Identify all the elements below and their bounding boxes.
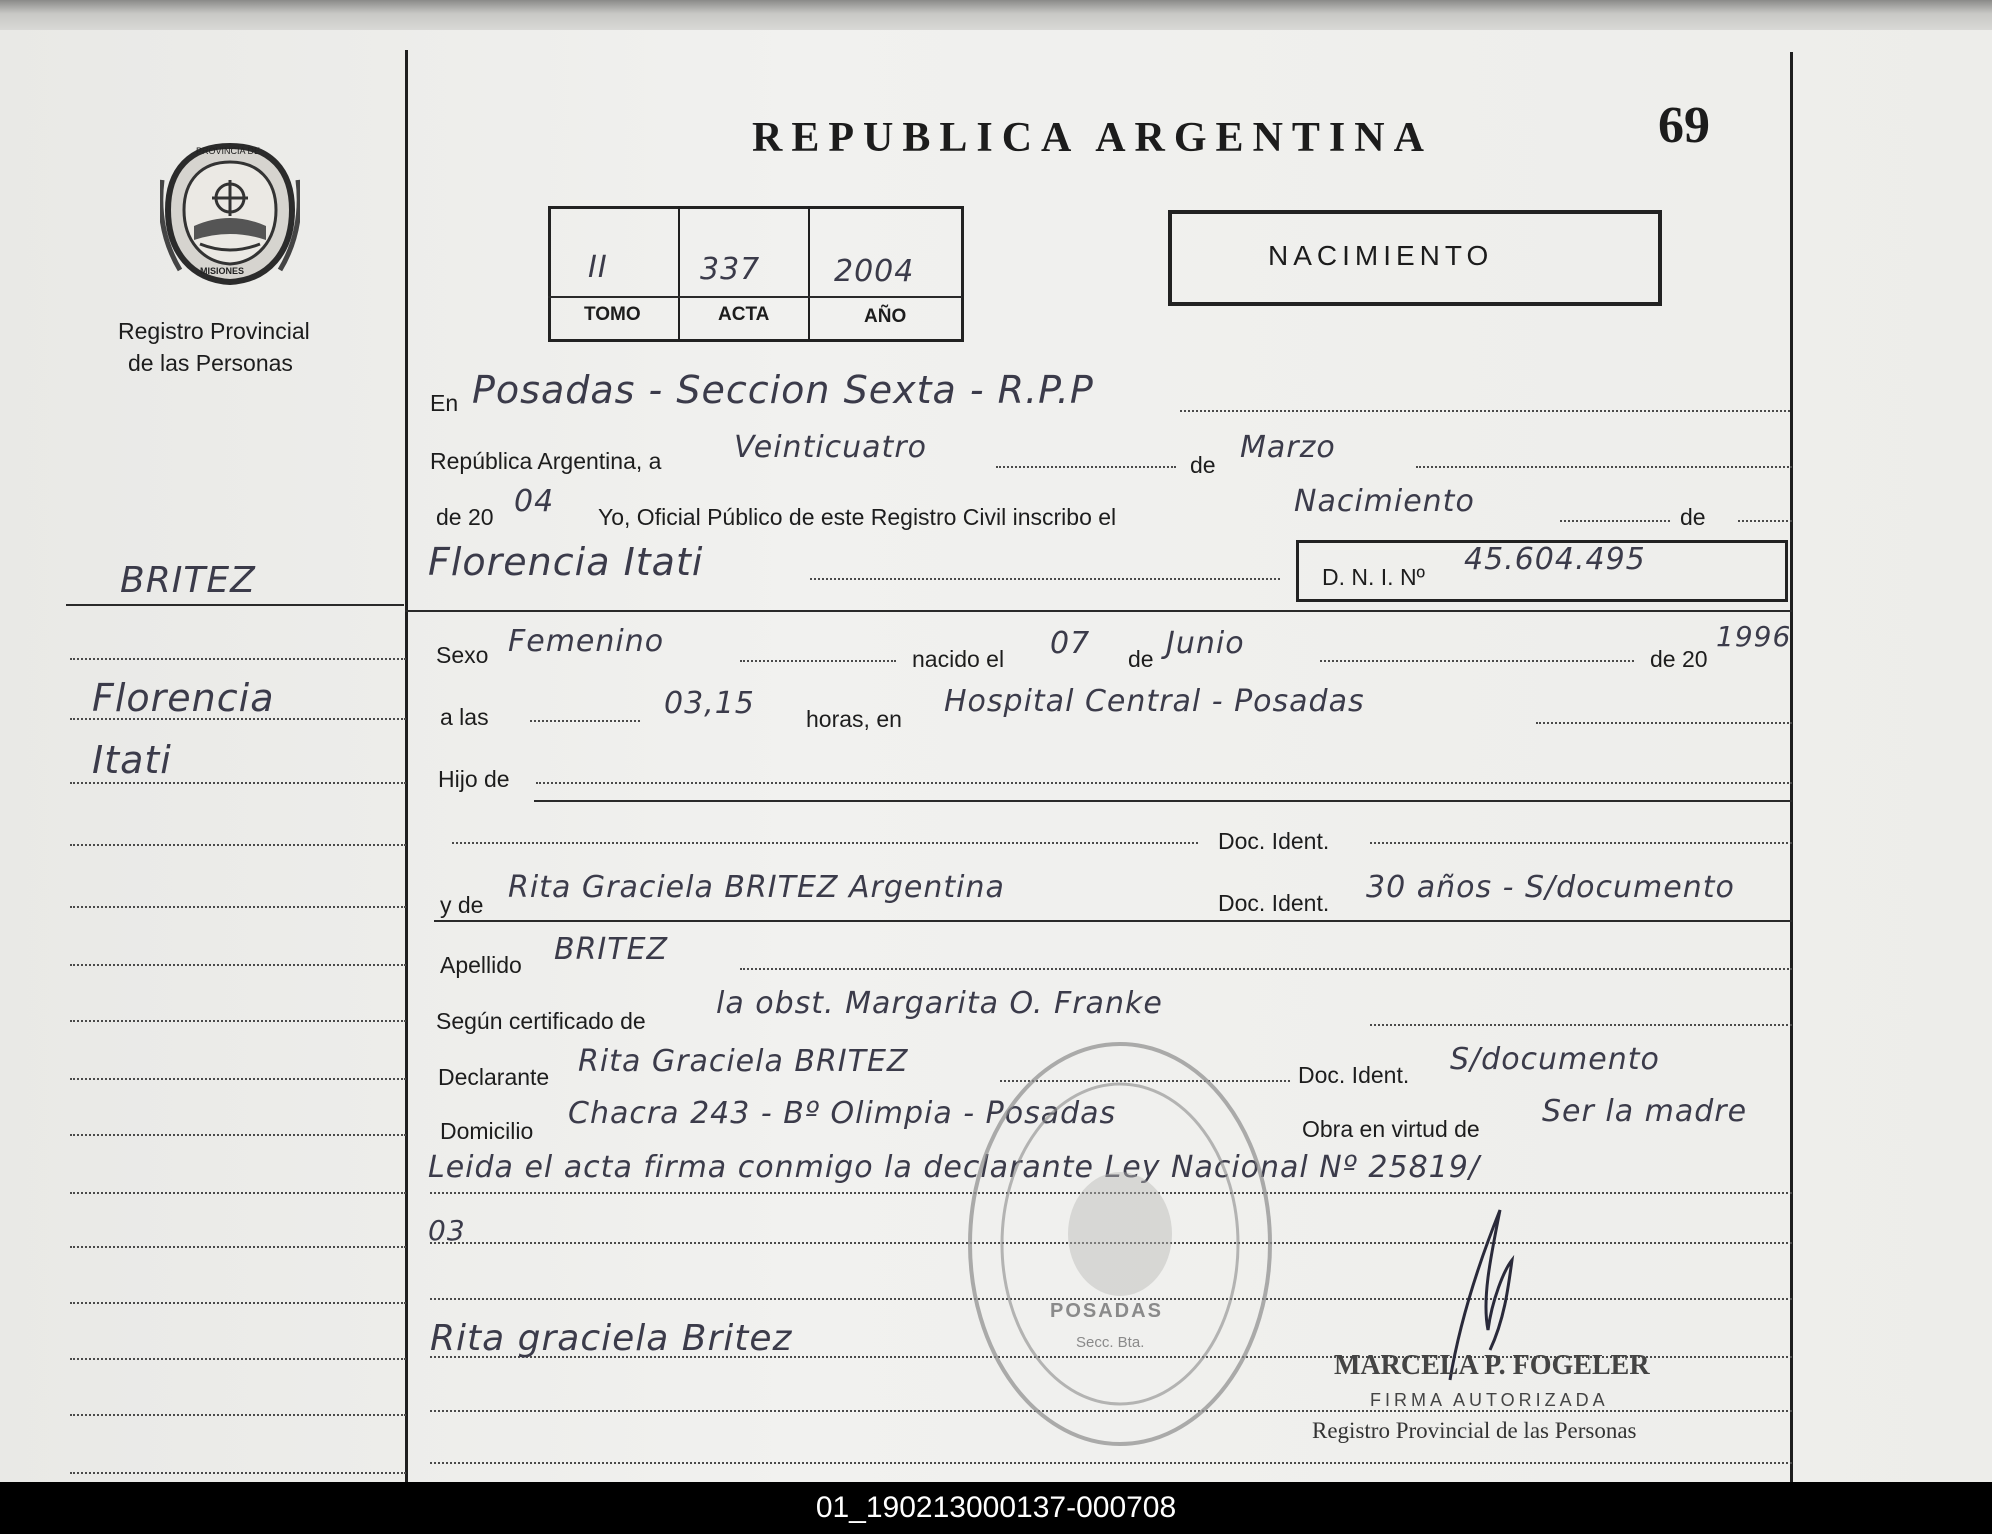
registry-name-line1: Registro Provincial (118, 318, 310, 344)
margin-dotted-line (70, 1192, 406, 1194)
anio-value: 2004 (834, 254, 915, 289)
anio-label: AÑO (864, 306, 907, 327)
form-rule (434, 920, 1792, 922)
republica-label: República Argentina, a (430, 448, 662, 474)
form-dotted-line (1370, 842, 1792, 844)
margin-dotted-line (70, 1358, 406, 1360)
record-divider (808, 206, 810, 340)
page-title: REPUBLICA ARGENTINA (752, 115, 1433, 161)
record-rule (548, 296, 962, 298)
dni-value: 45.604.495 (1464, 542, 1646, 577)
hour-value: 03,15 (664, 686, 755, 721)
en-label: En (430, 390, 459, 416)
horas-label: horas, en (806, 706, 902, 732)
left-frame-line (405, 50, 408, 1482)
de20-label-2: de 20 (1650, 646, 1708, 672)
oficial-label: Yo, Oficial Público de este Registro Civil inscribo el (598, 504, 1117, 530)
stamp-sub: Secc. Bta. (1076, 1334, 1145, 1351)
inscribo-value: Nacimiento (1294, 484, 1475, 519)
page-edge (0, 0, 1992, 34)
yde-label: y de (440, 892, 484, 918)
form-dotted-line (810, 578, 1280, 580)
form-dotted-line (1180, 410, 1790, 412)
form-dotted-line (1416, 466, 1792, 468)
birth-year: 1996 (1716, 620, 1792, 653)
mother-doc-value: 30 años - S/documento (1366, 870, 1735, 905)
de-label-3: de (1128, 646, 1154, 672)
margin-dotted-line (70, 1020, 406, 1022)
margin-dotted-line (70, 906, 406, 908)
apellido-value: BRITEZ (554, 932, 669, 967)
obra-label: Obra en virtud de (1302, 1116, 1480, 1142)
form-dotted-line (996, 466, 1176, 468)
margin-dotted-line (70, 658, 406, 660)
de-label: de (1190, 452, 1216, 478)
margin-rule (66, 604, 404, 606)
form-dotted-line (536, 782, 1792, 784)
document-type: NACIMIENTO (1268, 240, 1494, 271)
seal-top-text: PROVINCIA DE (196, 146, 261, 156)
de20-label: de 20 (436, 504, 494, 530)
form-dotted-line (740, 968, 1792, 970)
margin-dotted-line (70, 1246, 406, 1248)
seal-bottom-text: MISIONES (200, 266, 245, 276)
margin-dotted-line (70, 782, 406, 784)
domicilio-value: Chacra 243 - Bº Olimpia - Posadas (568, 1096, 1117, 1131)
year-suffix: 04 (514, 484, 555, 519)
form-dotted-line (1738, 520, 1792, 522)
acta-label: ACTA (718, 304, 770, 325)
nacido-label: nacido el (912, 646, 1005, 672)
official-registry: Registro Provincial de las Personas (1312, 1418, 1637, 1443)
acta-value: 337 (700, 252, 761, 287)
registry-name-line2: de las Personas (128, 350, 293, 376)
margin-dotted-line (70, 1414, 406, 1416)
alas-label: a las (440, 704, 489, 730)
form-dotted-line (452, 842, 1198, 844)
declarante-label: Declarante (438, 1064, 550, 1090)
obra-value: Ser la madre (1542, 1094, 1748, 1129)
record-divider (678, 206, 680, 340)
margin-dotted-line (70, 1472, 406, 1474)
segun-label: Según certificado de (436, 1008, 646, 1034)
day-value: Veinticuatro (734, 430, 928, 465)
form-dotted-line (1560, 520, 1670, 522)
tomo-value: II (588, 250, 608, 285)
doc-ident-label: Doc. Ident. (1218, 828, 1330, 854)
domicilio-label: Domicilio (440, 1118, 534, 1144)
note-line-1: Leida el acta firma conmigo la declarante Ley Nacional Nº 25819/ (428, 1150, 1480, 1185)
section-rule (405, 610, 1792, 612)
official-name: MARCELA P. FOGELER (1334, 1350, 1650, 1381)
margin-dotted-line (70, 718, 406, 720)
margin-dotted-line (70, 1078, 406, 1080)
en-value: Posadas - Seccion Sexta - R.P.P (472, 368, 1094, 412)
tomo-label: TOMO (584, 304, 641, 325)
hijo-label: Hijo de (438, 766, 510, 792)
margin-given-name-1: Florencia (92, 676, 275, 720)
segun-value: la obst. Margarita O. Franke (716, 986, 1163, 1021)
margin-dotted-line (70, 1134, 406, 1136)
dni-label: D. N. I. Nº (1322, 564, 1425, 590)
mother-value: Rita Graciela BRITEZ Argentina (508, 870, 1005, 905)
stamp-city: POSADAS (1050, 1300, 1163, 1322)
declarante-doc-value: S/documento (1450, 1042, 1660, 1077)
sexo-label: Sexo (436, 642, 489, 668)
doc-ident-label-2: Doc. Ident. (1218, 890, 1330, 916)
form-dotted-line (1370, 1024, 1792, 1026)
form-dotted-line (530, 720, 640, 722)
birth-day: 07 (1050, 626, 1091, 661)
file-id-footer: 01_190213000137-000708 (0, 1482, 1992, 1534)
official-title: FIRMA AUTORIZADA (1370, 1390, 1609, 1410)
declarante-value: Rita Graciela BRITEZ (578, 1044, 909, 1079)
form-rule (534, 800, 1792, 802)
form-dotted-line (740, 660, 896, 662)
right-frame-line (1790, 52, 1793, 1482)
margin-dotted-line (70, 964, 406, 966)
margin-surname: BRITEZ (120, 560, 256, 601)
page-number: 69 (1658, 97, 1710, 154)
sexo-value: Femenino (508, 624, 665, 659)
de-label-2: de (1680, 504, 1706, 530)
place-value: Hospital Central - Posadas (944, 684, 1365, 719)
month-value: Marzo (1240, 430, 1336, 465)
form-dotted-line (430, 1462, 1792, 1464)
form-dotted-line (1320, 660, 1634, 662)
official-stamp-icon (960, 1034, 1280, 1454)
margin-dotted-line (70, 1302, 406, 1304)
apellido-label: Apellido (440, 952, 522, 978)
margin-dotted-line (70, 844, 406, 846)
note-line-2: 03 (428, 1214, 466, 1247)
margin-given-name-2: Itati (92, 738, 172, 782)
birth-month: Junio (1166, 626, 1245, 661)
name-value: Florencia Itati (428, 540, 704, 584)
form-dotted-line (1536, 722, 1792, 724)
declarant-signature: Rita graciela Britez (430, 1318, 793, 1359)
doc-ident-label-3: Doc. Ident. (1298, 1062, 1410, 1088)
